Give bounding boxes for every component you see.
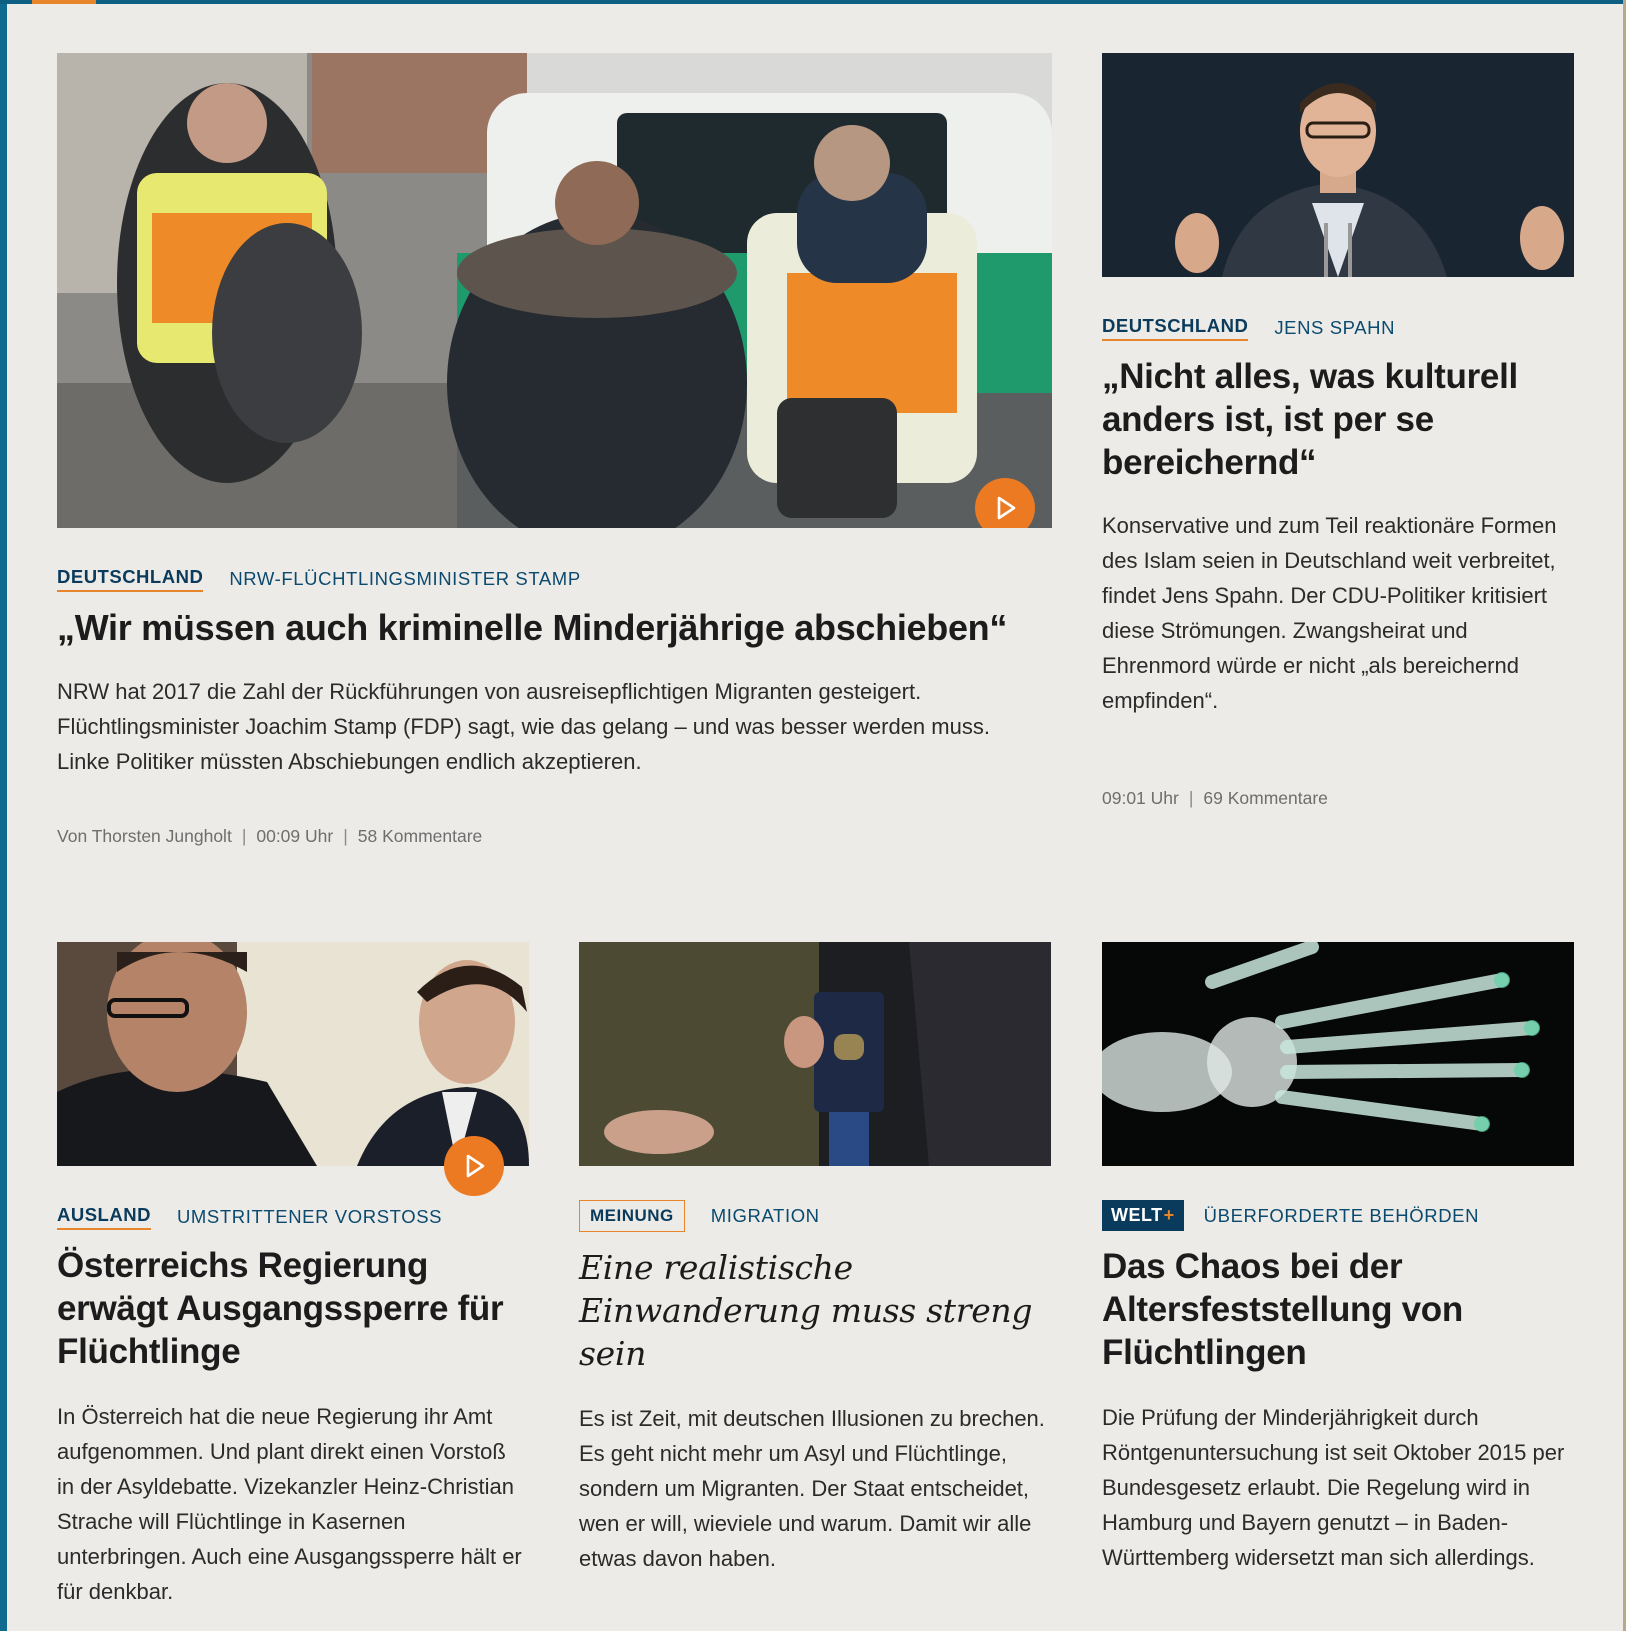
article-teaser[interactable]: Die Prüfung der Minderjährigkeit durch Röntgenuntersuchung ist seit Oktober 2015 per Bundesgesetz erlaubt. Die Regelung wird in Hamburg und Bayern genutzt – in Baden-Württemberg widersetzt man sich allerdings.: [1102, 1405, 1565, 1570]
topic-label[interactable]: UMSTRITTENER VORSTOSS: [176, 1206, 443, 1227]
article-card-spahn[interactable]: [1102, 53, 1574, 809]
author-name[interactable]: Von Thorsten Jungholt: [57, 826, 232, 846]
article-meta-row: [57, 566, 1052, 592]
plus-icon: +: [1163, 1205, 1175, 1225]
teaser-grid: [7, 4, 1623, 1631]
article-headline[interactable]: „Wir müssen auch kriminelle Minderjährige abschieben“: [57, 607, 1008, 648]
opinion-kicker[interactable]: MEINUNG: [579, 1200, 685, 1232]
article-card-austria[interactable]: [57, 942, 529, 1609]
section-kicker[interactable]: DEUTSCHLAND: [1102, 315, 1248, 341]
article-meta-row: [579, 1200, 1051, 1232]
article-image-xray[interactable]: [1102, 942, 1574, 1166]
comment-count[interactable]: 58 Kommentare: [357, 826, 483, 846]
article-card-xray[interactable]: [1102, 942, 1574, 1575]
article-headline[interactable]: Das Chaos bei der Altersfeststellung von Flüchtlingen: [1102, 1247, 1463, 1372]
topic-label[interactable]: NRW-FLÜCHTLINGSMINISTER STAMP: [229, 568, 581, 589]
article-image-austria[interactable]: [57, 942, 529, 1166]
article-image-spahn[interactable]: [1102, 53, 1574, 277]
topic-label[interactable]: JENS SPAHN: [1274, 317, 1396, 338]
publish-time: 09:01 Uhr: [1102, 788, 1179, 808]
publish-time: 00:09 Uhr: [256, 826, 334, 846]
play-icon: [991, 494, 1019, 522]
section-kicker[interactable]: AUSLAND: [57, 1204, 151, 1230]
article-headline[interactable]: Österreichs Regierung erwägt Ausgangssperre für Flüchtlinge: [57, 1246, 504, 1371]
video-play-button[interactable]: [444, 1136, 504, 1196]
byline-separator: |: [241, 826, 247, 846]
article-meta-row: [1102, 1200, 1574, 1231]
topic-label[interactable]: MIGRATION: [710, 1205, 820, 1226]
article-card-stamp[interactable]: [57, 53, 1052, 847]
article-teaser[interactable]: Konservative und zum Teil reaktionäre Formen des Islam seien in Deutschland weit verbreitet, findet Jens Spahn. Der CDU-Politiker kritisiert diese Strömungen. Zwangsheirat und Ehrenmord würde er nicht „als bereichernd empfinden“.: [1102, 513, 1557, 713]
article-byline: [57, 826, 1052, 847]
byline-separator: |: [1188, 788, 1194, 808]
topic-label[interactable]: ÜBERFORDERTE BEHÖRDEN: [1203, 1204, 1480, 1226]
article-image-passport[interactable]: [579, 942, 1051, 1166]
article-teaser[interactable]: NRW hat 2017 die Zahl der Rückführungen von ausreisepflichtigen Migranten gesteigert. Flüchtlingsminister Joachim Stamp (FDP) sagt, wie das gelang – und was besser werden muss. Linke Politiker müssten Abschiebungen endlich akzeptieren.: [57, 679, 990, 774]
welt-plus-badge[interactable]: [1102, 1200, 1184, 1231]
article-teaser[interactable]: In Österreich hat die neue Regierung ihr Amt aufgenommen. Und plant direkt einen Vorstoß in der Asyldebatte. Vizekanzler Heinz-Christian Strache will Flüchtlinge in Kasernen unterbringen. Auch eine Ausgangssperre hält er für denkbar.: [57, 1404, 522, 1604]
article-image-police[interactable]: [57, 53, 1052, 528]
article-meta-row: [1102, 315, 1574, 341]
article-headline[interactable]: Eine realistische Einwanderung muss streng sein: [579, 1248, 1033, 1373]
comment-count[interactable]: 69 Kommentare: [1203, 788, 1328, 808]
article-headline[interactable]: „Nicht alles, was kulturell anders ist, ist per se bereichernd“: [1102, 357, 1518, 482]
article-card-opinion[interactable]: [579, 942, 1051, 1576]
play-icon: [460, 1152, 488, 1180]
article-byline: [1102, 788, 1574, 809]
section-kicker[interactable]: DEUTSCHLAND: [57, 566, 203, 592]
article-teaser[interactable]: Es ist Zeit, mit deutschen Illusionen zu brechen. Es geht nicht mehr um Asyl und Flüchtlinge, sondern um Migranten. Der Staat entscheidet, wen er will, wieviele und warum. Damit wir alle etwas davon haben.: [579, 1406, 1045, 1571]
welt-plus-badge-label: WELT: [1111, 1205, 1163, 1225]
article-meta-row: [57, 1204, 529, 1230]
byline-separator: |: [343, 826, 348, 846]
